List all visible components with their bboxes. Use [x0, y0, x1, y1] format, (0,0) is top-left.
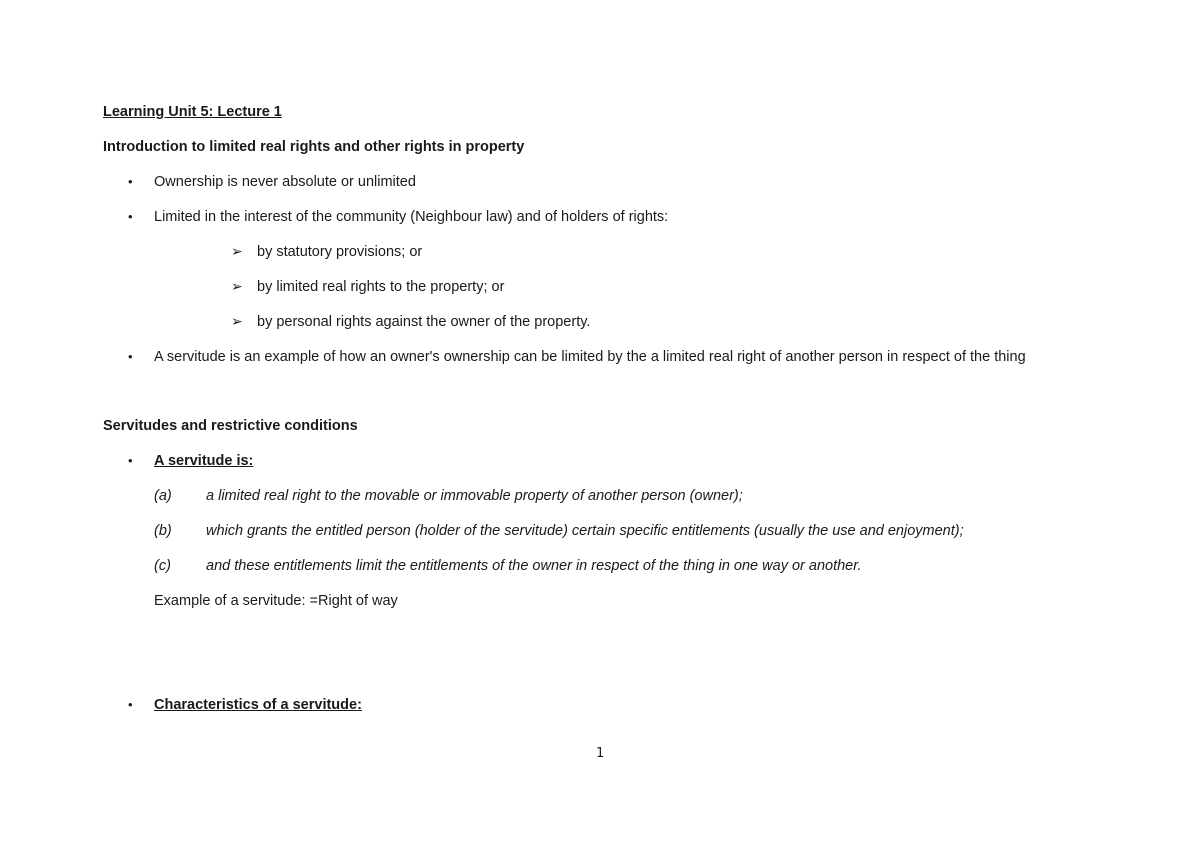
arrow-item-2: by limited real rights to the property; or	[257, 279, 505, 295]
servitude-example-bullet: A servitude is an example of how an owner's ownership can be limited by the a limited real right of another person in respect of the thing	[154, 349, 1026, 365]
definition-text: a limited real right to the movable or immovable property of another person (owner);	[206, 488, 743, 504]
arrow-item-1: by statutory provisions; or	[257, 244, 423, 260]
section-heading: Servitudes and restrictive conditions	[103, 418, 358, 434]
bullet-icon: •	[128, 174, 133, 189]
arrow-bullet-icon: ➢	[231, 244, 243, 260]
arrow-bullet-icon: ➢	[231, 279, 243, 295]
lecture-heading: Learning Unit 5: Lecture 1	[103, 104, 282, 120]
definition-text: and these entitlements limit the entitlements of the owner in respect of the thing in one way or another.	[206, 558, 862, 574]
intro-bullet-2: Limited in the interest of the community (Neighbour law) and of holders of rights:	[154, 209, 669, 225]
intro-subheading: Introduction to limited real rights and other rights in property	[103, 139, 525, 155]
servitude-example-text: Example of a servitude: =Right of way	[154, 593, 398, 609]
definition-text: which grants the entitled person (holder of the servitude) certain specific entitlements (usually the use and enjoyment);	[206, 523, 964, 539]
arrow-bullet-icon: ➢	[231, 314, 243, 330]
arrow-item-3: by personal rights against the owner of the property.	[257, 314, 591, 330]
bullet-icon: •	[128, 349, 133, 364]
page-number: 1	[596, 746, 605, 761]
bullet-icon: •	[128, 697, 133, 712]
bullet-icon: •	[128, 209, 133, 224]
definition-label: (a)	[154, 488, 172, 504]
characteristics-title: Characteristics of a servitude:	[154, 697, 362, 713]
definition-label: (b)	[154, 523, 172, 539]
intro-bullet-1: Ownership is never absolute or unlimited	[154, 174, 416, 190]
servitude-definition-title: A servitude is:	[154, 453, 254, 469]
definition-label: (c)	[154, 558, 171, 574]
bullet-icon: •	[128, 453, 133, 468]
